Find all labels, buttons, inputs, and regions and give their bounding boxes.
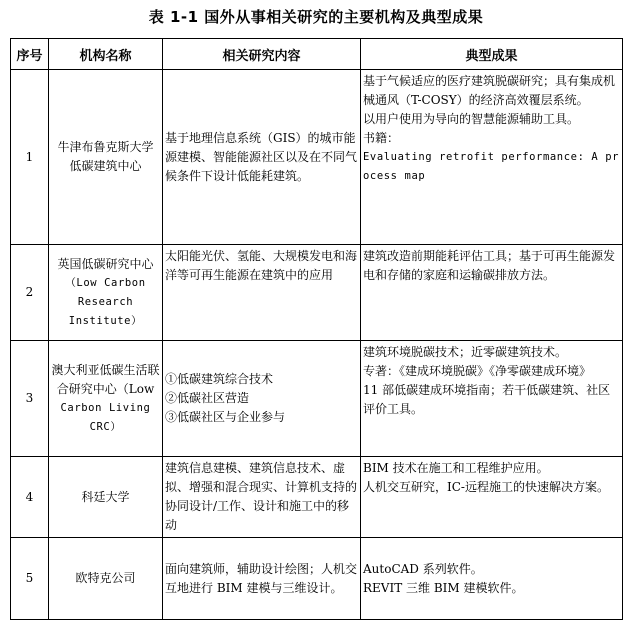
org-line: Institute） (68, 314, 143, 327)
table-row (11, 538, 623, 620)
result-line: 书籍： (363, 131, 400, 145)
row-number: 1 (11, 70, 49, 245)
results (361, 457, 623, 538)
research-content (163, 457, 361, 538)
org-line: 低碳建筑中心 (69, 159, 142, 173)
header-row (11, 39, 623, 70)
results (361, 538, 623, 620)
content-line: 基于地理信息系统（GIS）的城市能源建模、智能能源社区以及在不同气候条件下设计低能耗建筑。 (165, 130, 358, 183)
result-line: 以用户使用为导向的智慧能源辅助工具。 (363, 112, 580, 126)
result-line: AutoCAD 系列软件。 (363, 561, 483, 576)
result-line: 专著：《建成环境脱碳》《净零碳建成环境》 (363, 364, 592, 378)
result-line: 建筑改造前期能耗评估工具；基于可再生能源发电和存储的家庭和运输碳排放方法。 (363, 249, 616, 282)
row-number: 5 (11, 538, 49, 620)
result-line: 建筑环境脱碳技术；近零碳建筑技术。 (363, 345, 568, 359)
research-content (163, 341, 361, 457)
org-line: 牛津布鲁克斯大学 (57, 140, 154, 154)
content-line: 太阳能光伏、氢能、大规模发电和海洋等可再生能源在建筑中的应用 (165, 249, 358, 282)
content-line: ③低碳社区与企业参与 (165, 410, 286, 424)
result-line: REVIT 三维 BIM 建模软件。 (363, 580, 524, 595)
org-name (49, 70, 163, 245)
org-line: 英国低碳研究中心 (57, 256, 154, 271)
org-line: Carbon Living (60, 401, 151, 414)
results (361, 70, 623, 245)
content-line: ②低碳社区营造 (165, 391, 250, 405)
research-content (163, 70, 361, 245)
result-line: BIM 技术在施工和工程维护应用。 (363, 461, 549, 475)
table-row (11, 341, 623, 457)
row-number: 2 (11, 245, 49, 341)
table-row (11, 245, 623, 341)
org-line: （Low Carbon (65, 276, 146, 289)
results (361, 245, 623, 341)
result-line: Evaluating retrofit performance: A process map (363, 151, 620, 182)
result-line: 基于气候适应的医疗建筑脱碳研究；具有集成机械通风（T-COSY）的经济高效覆层系统。 (363, 74, 616, 107)
research-content (163, 245, 361, 341)
org-name (49, 245, 163, 341)
org-line: 澳大利亚低碳生活联合研究中心（Low (51, 362, 160, 396)
header-no: 序号 (11, 39, 49, 70)
org-name (49, 341, 163, 457)
org-line: 欧特克公司 (75, 571, 136, 585)
row-number: 4 (11, 457, 49, 538)
content-line: 建筑信息建模、建筑信息技术、虚拟、增强和混合现实、计算机支持的协同设计/工作、设计和施工中的移动 (165, 461, 358, 532)
results (361, 341, 623, 457)
institutions-table (10, 38, 623, 620)
header-org: 机构名称 (49, 39, 163, 70)
table-caption: 表 1-1 国外从事相关研究的主要机构及典型成果 (148, 8, 484, 26)
content-line: 面向建筑师，辅助设计绘图；人机交互地进行 BIM 建模与三维设计。 (165, 561, 358, 595)
row-number: 3 (11, 341, 49, 457)
result-line: 11 部低碳建成环境指南；若干低碳建筑、社区评价工具。 (363, 383, 611, 416)
org-line: CRC） (89, 420, 122, 433)
org-name (49, 538, 163, 620)
org-name (49, 457, 163, 538)
content-line: ①低碳建筑综合技术 (165, 372, 274, 386)
result-line: 人机交互研究，IC-远程施工的快速解决方案。 (363, 480, 609, 494)
org-line: Research (77, 295, 134, 308)
table-row (11, 70, 623, 245)
research-content (163, 538, 361, 620)
header-content: 相关研究内容 (163, 39, 361, 70)
org-line: 科廷大学 (81, 489, 130, 504)
header-results: 典型成果 (361, 39, 623, 70)
table-row (11, 457, 623, 538)
